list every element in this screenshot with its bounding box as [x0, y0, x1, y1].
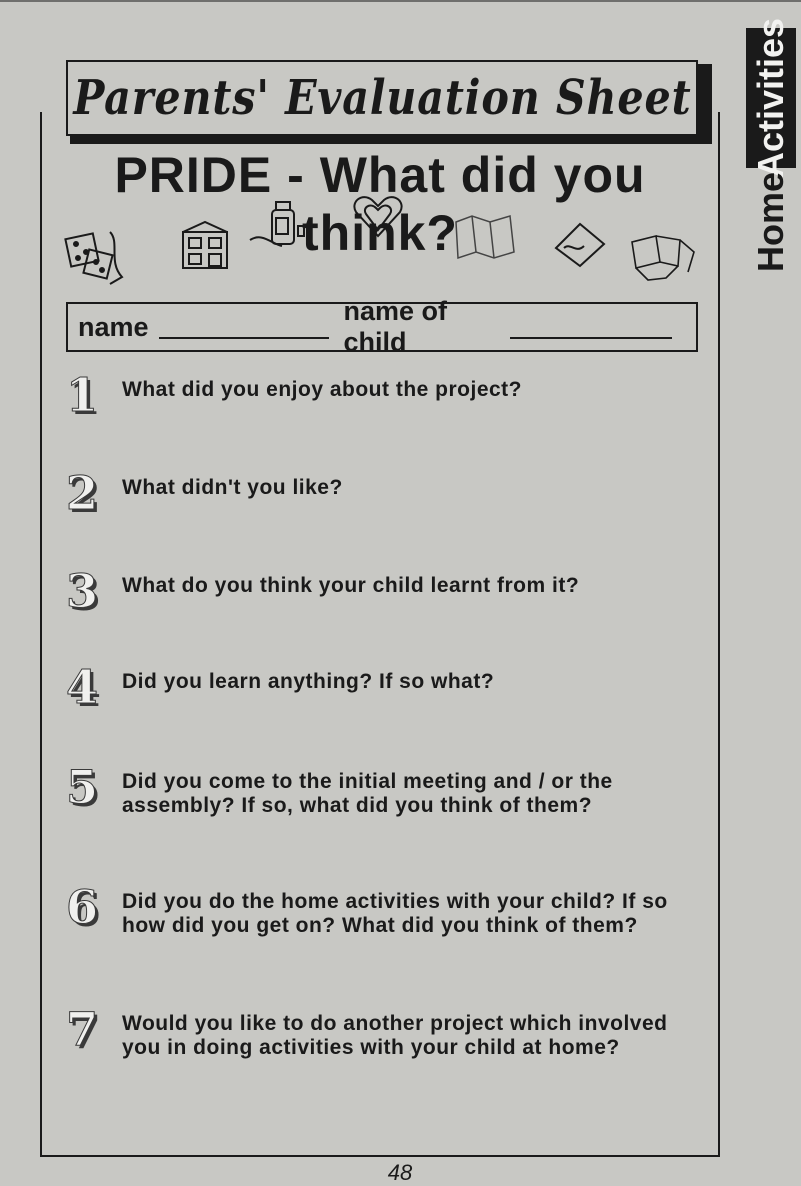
question-text: What did you enjoy about the project? — [122, 378, 522, 401]
question-text: Did you learn anything? If so what? — [122, 670, 495, 693]
question-3 — [66, 564, 686, 618]
top-rule — [0, 0, 801, 2]
page-subtitle: PRIDE - What did you think? — [114, 147, 646, 261]
question-number: 3 — [66, 564, 99, 618]
page-number: 48 — [387, 1160, 413, 1185]
medicine-bottle-icon — [248, 196, 318, 256]
title-shadow — [698, 64, 712, 144]
side-tab-activities: Activities — [746, 28, 796, 168]
dice-icon — [60, 222, 140, 292]
question-text: Did you come to the initial meeting and / or the assembly? If so, what did you think of them? — [122, 770, 613, 817]
question-number: 7 — [66, 1002, 99, 1056]
name-field[interactable] — [159, 315, 330, 339]
question-5 — [66, 760, 686, 818]
question-number: 6 — [66, 880, 99, 934]
name-fields — [66, 296, 698, 357]
page-title: Parents' Evaluation Sheet — [72, 70, 692, 126]
question-2 — [66, 466, 686, 520]
map-icon — [450, 212, 520, 262]
illustration-strip — [60, 190, 710, 290]
side-tab — [746, 17, 796, 278]
question-number: 2 — [66, 466, 99, 520]
side-tab-home: Home — [750, 171, 791, 273]
question-text: What do you think your child learnt from it? — [122, 574, 580, 597]
question-text: Would you like to do another project which involved you in doing activities with your child at home? — [122, 1012, 668, 1059]
child-name-label: name of child — [343, 296, 448, 357]
jigsaw-puzzle-icon — [622, 222, 702, 286]
question-7 — [66, 1002, 686, 1060]
question-number: 1 — [66, 368, 99, 422]
name-label: name — [78, 311, 149, 342]
dolls-house-icon — [175, 218, 235, 270]
question-1 — [66, 368, 686, 422]
question-number: 5 — [66, 760, 99, 814]
child-name-field[interactable] — [510, 315, 672, 339]
question-number: 4 — [66, 660, 99, 714]
title-box — [66, 60, 698, 136]
question-text: Did you do the home activities with your child? If so how did you get on? What did you think of them? — [122, 890, 668, 937]
cut-out-heart-icon — [348, 190, 408, 240]
question-6 — [66, 880, 686, 938]
question-4 — [66, 660, 686, 714]
question-text: What didn't you like? — [122, 476, 343, 499]
title-shadow-bottom — [70, 136, 712, 144]
card-envelope-icon — [550, 214, 610, 270]
